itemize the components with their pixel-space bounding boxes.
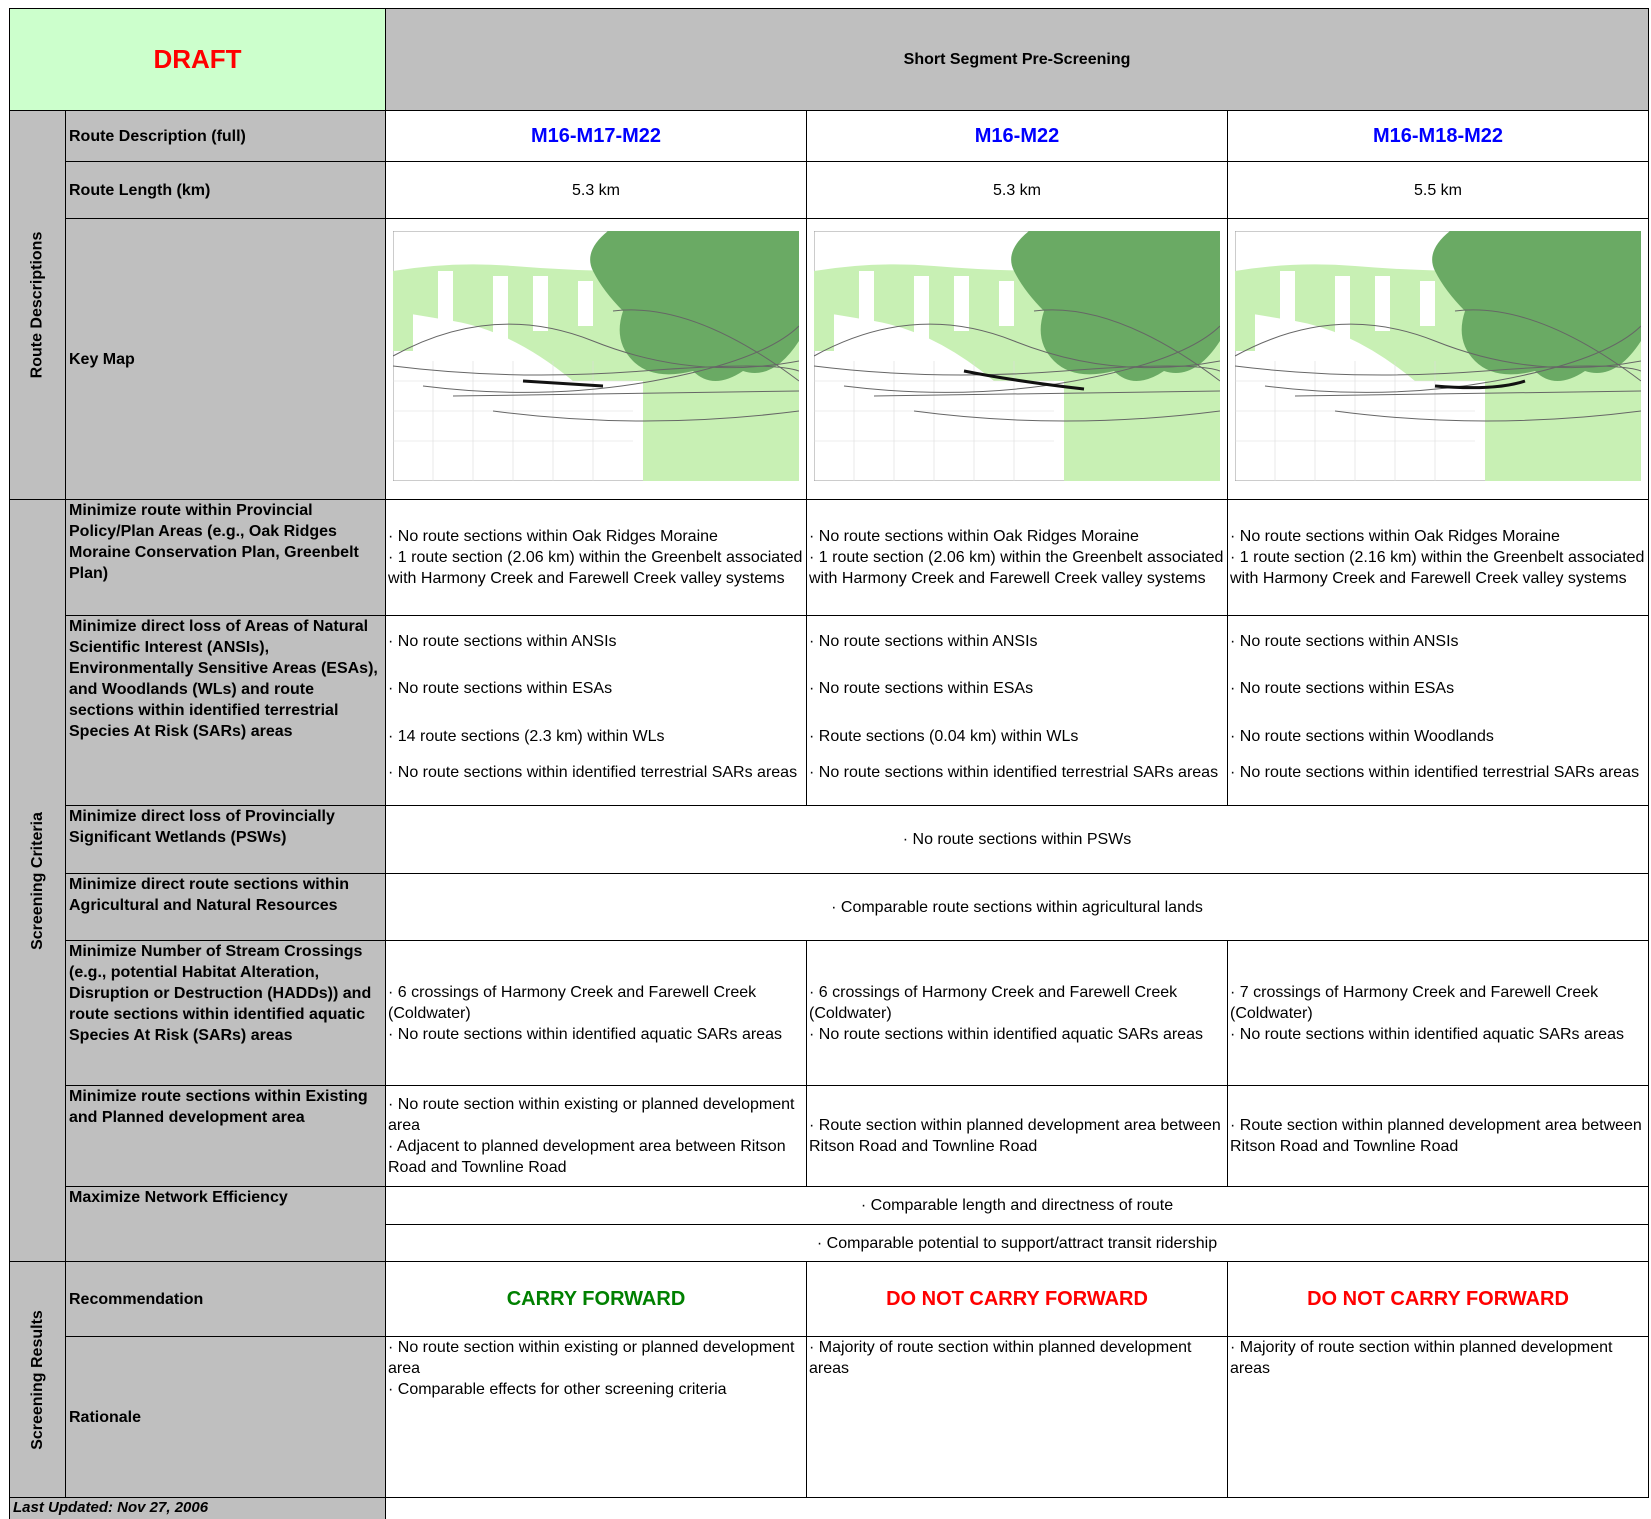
key-map-1 [385,218,807,500]
last-updated: Last Updated: Nov 27, 2006 [9,1497,386,1519]
section-screening-results: Screening Results [9,1261,66,1498]
sar-2: · No route sections within identified terrestrial SARs areas [809,764,1219,781]
ansi-cell-2 [806,615,1228,806]
provincial-1: · No route sections within Oak Ridges Moraine · 1 route section (2.06 km) within the Greenbelt associated with Harmony Creek and Farewell Creek valley systems [385,499,807,616]
row-label-network: Maximize Network Efficiency [65,1186,386,1262]
route-length-1: 5.3 km [385,161,807,219]
screening-table [9,8,1649,1498]
development-1: · No route section within existing or planned development area · Adjacent to planned development area between Ritson Road and Townline Road [385,1085,807,1187]
section-screening-criteria: Screening Criteria [9,499,66,1262]
ansi-2: · No route sections within ANSIs [809,633,1038,650]
development-3: · Route section within planned development area between Ritson Road and Townline Road [1227,1085,1649,1187]
key-map-3 [1227,218,1649,500]
row-label-recommendation: Recommendation [65,1261,386,1337]
network-transit-merged: · Comparable potential to support/attract transit ridership [385,1224,1649,1262]
sar-1: · No route sections within identified terrestrial SARs areas [388,764,798,781]
network-length-merged: · Comparable length and directness of route [385,1186,1649,1225]
row-label-ansi: Minimize direct loss of Areas of Natural Scientific Interest (ANSIs), Environmentally Sensitive Areas (ESAs), and Woodlands (WLs) and route sections within identified terrestrial Species At Risk (SARs) areas [65,615,386,806]
psw-merged: · No route sections within PSWs [385,805,1649,874]
table-title: Short Segment Pre-Screening [903,50,1131,68]
row-label-psw: Minimize direct loss of Provincially Significant Wetlands (PSWs) [65,805,386,874]
key-map-image [1235,231,1641,481]
row-label-stream: Minimize Number of Stream Crossings (e.g., potential Habitat Alteration, Disruption or Destruction (HADDs)) and route sections within identified aquatic Species At Risk (SARs) areas [65,940,386,1086]
row-label-route-description: Route Description (full) [65,110,386,162]
route-length-3: 5.5 km [1227,161,1649,219]
key-map-image [814,231,1220,481]
wl-2: · Route sections (0.04 km) within WLs [809,728,1079,745]
ansi-cell-1 [385,615,807,806]
rationale-3: · Majority of route section within planned development areas [1227,1336,1649,1498]
recommendation-3: DO NOT CARRY FORWARD [1227,1261,1649,1337]
draft-label: DRAFT [153,44,242,74]
wl-3: · No route sections within Woodlands [1230,728,1494,745]
sar-3: · No route sections within identified terrestrial SARs areas [1230,764,1640,781]
wl-1: · 14 route sections (2.3 km) within WLs [388,728,665,745]
row-label-key-map: Key Map [65,218,386,500]
rationale-1: · No route section within existing or planned development area · Comparable effects for other screening criteria [385,1336,807,1498]
row-label-provincial: Minimize route within Provincial Policy/Plan Areas (e.g., Oak Ridges Moraine Conservation Plan, Greenbelt Plan) [65,499,386,616]
row-label-route-length: Route Length (km) [65,161,386,219]
provincial-2: · No route sections within Oak Ridges Moraine · 1 route section (2.06 km) within the Greenbelt associated with Harmony Creek and Farewell Creek valley systems [806,499,1228,616]
ansi-cell-3 [1227,615,1649,806]
key-map-2 [806,218,1228,500]
esa-2: · No route sections within ESAs [809,680,1034,697]
esa-3: · No route sections within ESAs [1230,680,1455,697]
agri-merged: · Comparable route sections within agricultural lands [385,873,1649,941]
route-name-3: M16-M18-M22 [1227,110,1649,162]
recommendation-1: CARRY FORWARD [385,1261,807,1337]
row-label-rationale: Rationale [65,1336,386,1498]
table-title-cell [385,8,1649,111]
key-map-image [393,231,799,481]
stream-3: · 7 crossings of Harmony Creek and Farewell Creek (Coldwater) · No route sections within identified aquatic SARs areas [1227,940,1649,1086]
stream-1: · 6 crossings of Harmony Creek and Farewell Creek (Coldwater) · No route sections within identified aquatic SARs areas [385,940,807,1086]
development-2: · Route section within planned development area between Ritson Road and Townline Road [806,1085,1228,1187]
stream-2: · 6 crossings of Harmony Creek and Farewell Creek (Coldwater) · No route sections within identified aquatic SARs areas [806,940,1228,1086]
row-label-agri: Minimize direct route sections within Agricultural and Natural Resources [65,873,386,941]
recommendation-2: DO NOT CARRY FORWARD [806,1261,1228,1337]
ansi-1: · No route sections within ANSIs [388,633,617,650]
provincial-3: · No route sections within Oak Ridges Moraine · 1 route section (2.16 km) within the Greenbelt associated with Harmony Creek and Farewell Creek valley systems [1227,499,1649,616]
row-label-development: Minimize route sections within Existing and Planned development area [65,1085,386,1187]
route-length-2: 5.3 km [806,161,1228,219]
rationale-2: · Majority of route section within planned development areas [806,1336,1228,1498]
ansi-3: · No route sections within ANSIs [1230,633,1459,650]
route-name-1: M16-M17-M22 [385,110,807,162]
draft-cell [9,8,386,111]
esa-1: · No route sections within ESAs [388,680,613,697]
section-route-descriptions: Route Descriptions [9,110,66,500]
route-name-2: M16-M22 [806,110,1228,162]
